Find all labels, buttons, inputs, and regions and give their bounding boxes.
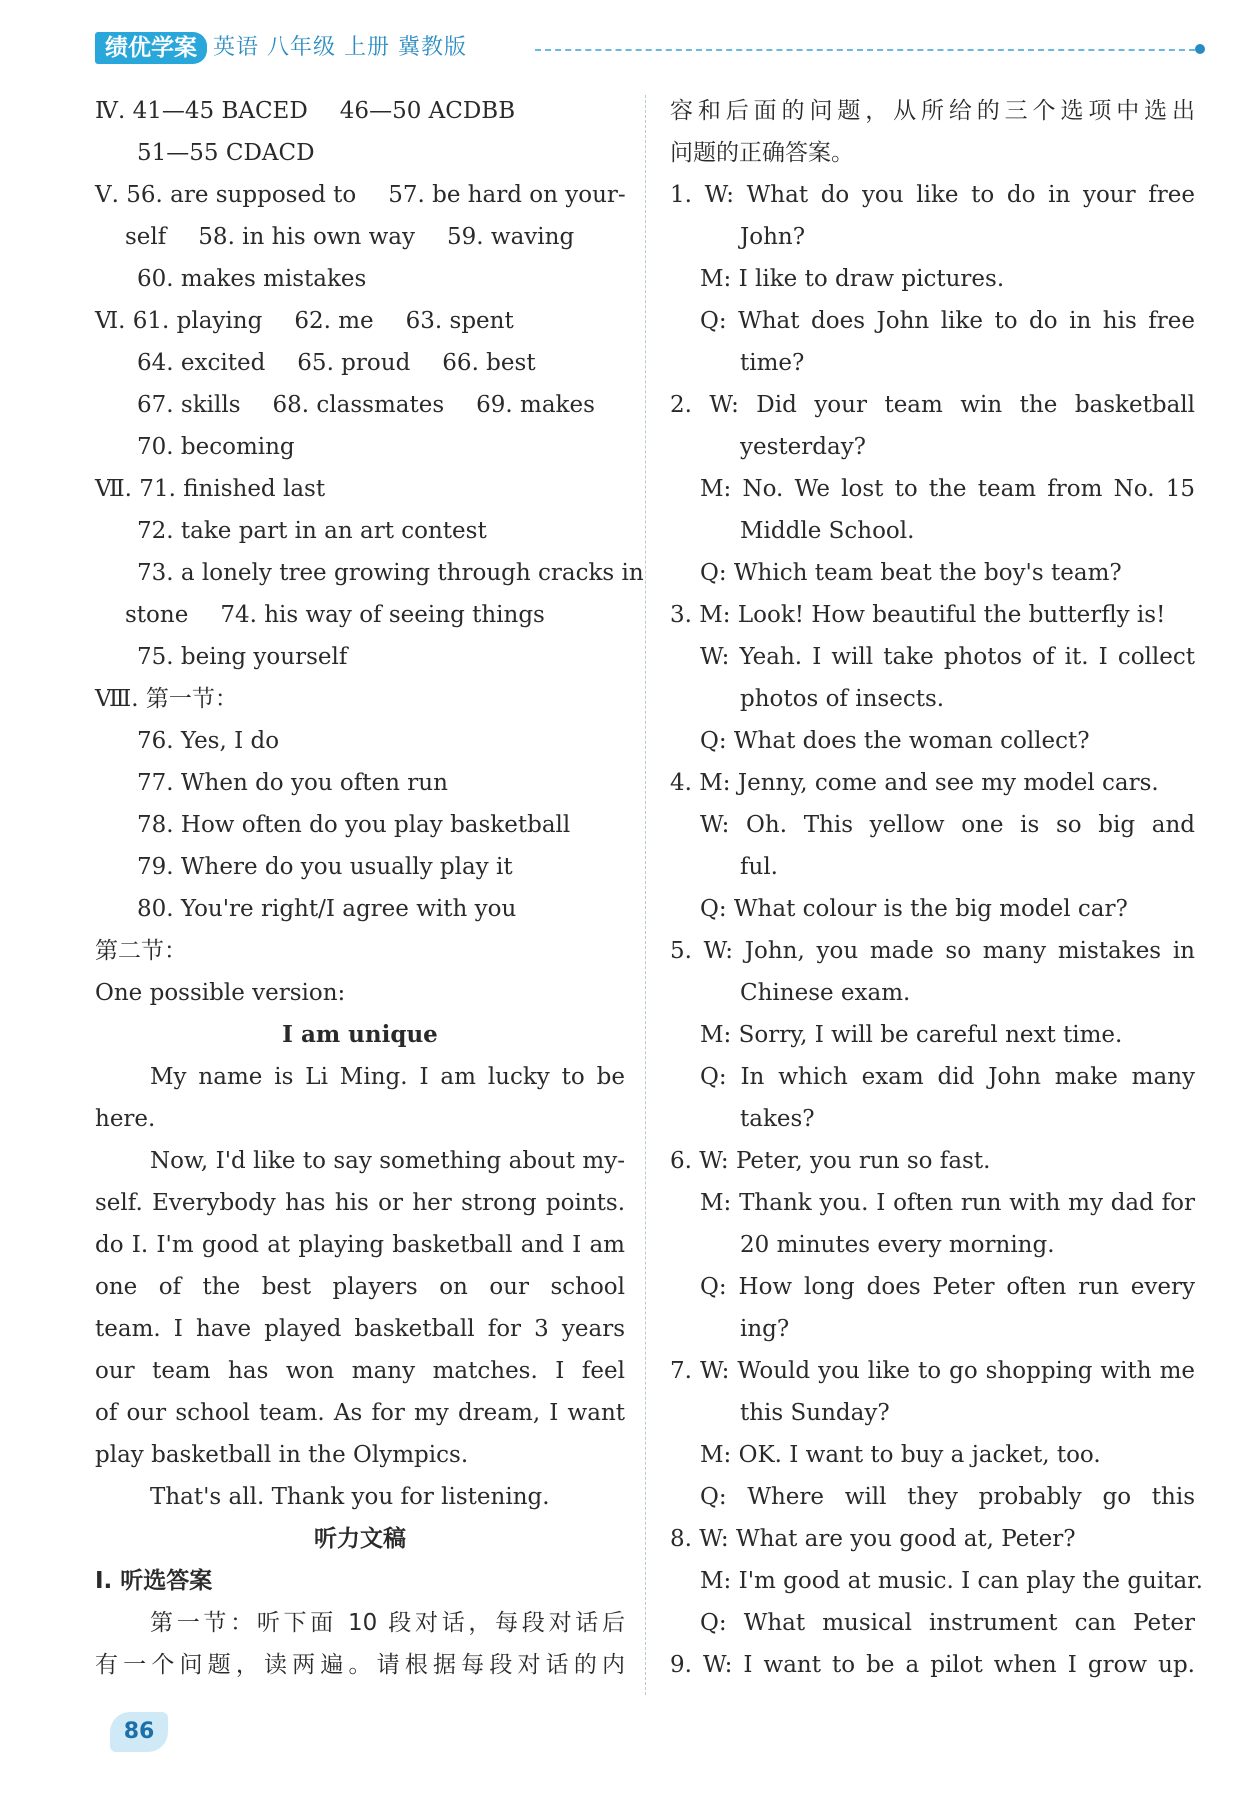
answer-line: 75. being yourself	[137, 644, 348, 670]
dialogue-line: Q: What does John like to do in his free	[700, 308, 1195, 334]
listening-section-label: Ⅰ. 听选答案	[95, 1568, 213, 1594]
answer-line: 73. a lonely tree growing through cracks in	[137, 560, 644, 586]
answer-line: 76. Yes, I do	[137, 728, 280, 754]
essay-line: self. Everybody has his or her strong points.	[95, 1190, 625, 1216]
answer-line: 78. How often do you play basketball	[137, 812, 571, 838]
header-rule-dot	[1195, 44, 1205, 54]
dialogue-line: Q: What colour is the big model car?	[700, 896, 1128, 922]
dialogue-line: this Sunday?	[740, 1400, 890, 1426]
essay-title: I am unique	[282, 1021, 438, 1048]
dialogue-line: Q: Which team beat the boy's team?	[700, 560, 1122, 586]
dialogue-line: 7. W: Would you like to go shopping with me	[670, 1358, 1195, 1384]
version-label: One possible version:	[95, 980, 346, 1006]
brand-label: 绩优学案	[95, 32, 207, 64]
dialogue-line: yesterday?	[740, 434, 867, 460]
essay-line: of our school team. As for my dream, I want	[95, 1400, 625, 1426]
listening-title: 听力文稿	[314, 1526, 406, 1552]
column-divider	[645, 95, 646, 1695]
instruction-line: 第一节：听下面 10 段对话，每段对话后	[150, 1610, 625, 1636]
instruction-line: 有一个问题，读两遍。请根据每段对话的内	[95, 1652, 625, 1678]
dialogue-line: Q: How long does Peter often run every	[700, 1274, 1195, 1300]
dialogue-line: Q: Where will they probably go this	[700, 1484, 1195, 1510]
page-number: 86	[110, 1712, 168, 1752]
essay-line: play basketball in the Olympics.	[95, 1442, 469, 1468]
page-header	[95, 30, 1205, 70]
dialogue-line: M: I like to draw pictures.	[700, 266, 1005, 292]
dialogue-line: M: I'm good at music. I can play the guitar.	[700, 1568, 1203, 1594]
instruction-line: 容和后面的问题，从所给的三个选项中选出	[670, 98, 1195, 124]
subject-label: 英语 八年级 上册 冀教版	[213, 35, 467, 60]
dialogue-line: 8. W: What are you good at, Peter?	[670, 1526, 1076, 1552]
dialogue-line: M: Thank you. I often run with my dad for	[700, 1190, 1195, 1216]
dialogue-line: M: No. We lost to the team from No. 15	[700, 476, 1195, 502]
answer-line: 67. skills 68. classmates 69. makes	[137, 392, 595, 418]
dialogue-line: John?	[740, 224, 806, 250]
dialogue-line: Q: What musical instrument can Peter	[700, 1610, 1195, 1636]
dialogue-line: Chinese exam.	[740, 980, 911, 1006]
essay-line: one of the best players on our school	[95, 1274, 625, 1300]
section-label: 第二节：	[95, 938, 187, 964]
answer-line: Ⅳ. 41—45 BACED 46—50 ACDBB	[95, 98, 516, 124]
answer-line: 51—55 CDACD	[137, 140, 315, 166]
essay-line: here.	[95, 1106, 156, 1132]
left-column	[95, 90, 644, 1686]
answer-line: 70. becoming	[137, 434, 295, 460]
answer-line: Ⅷ. 第一节：	[95, 686, 238, 712]
dialogue-line: takes?	[740, 1106, 815, 1132]
instruction-line: 问题的正确答案。	[670, 140, 854, 166]
dialogue-line: W: Yeah. I will take photos of it. I collect	[700, 644, 1195, 670]
dialogue-line: W: Oh. This yellow one is so big and	[700, 812, 1195, 838]
answer-line: Ⅶ. 71. finished last	[95, 476, 326, 502]
dialogue-line: 5. W: John, you made so many mistakes in	[670, 938, 1195, 964]
answer-line: Ⅵ. 61. playing 62. me 63. spent	[95, 308, 514, 334]
answer-line: stone 74. his way of seeing things	[125, 602, 545, 628]
right-column	[670, 90, 1203, 1686]
essay-line: That's all. Thank you for listening.	[150, 1484, 550, 1510]
dialogue-line: 2. W: Did your team win the basketball	[670, 392, 1195, 418]
answer-line: Ⅴ. 56. are supposed to 57. be hard on your-	[95, 182, 626, 208]
answer-line: 60. makes mistakes	[137, 266, 367, 292]
answer-line: 79. Where do you usually play it	[137, 854, 513, 880]
answer-line: self 58. in his own way 59. waving	[125, 224, 575, 250]
answer-line: 80. You're right/I agree with you	[137, 896, 517, 922]
essay-line: My name is Li Ming. I am lucky to be	[150, 1064, 625, 1090]
dialogue-line: photos of insects.	[740, 686, 945, 712]
dialogue-line: Q: What does the woman collect?	[700, 728, 1090, 754]
dialogue-line: 4. M: Jenny, come and see my model cars.	[670, 770, 1159, 796]
dialogue-line: M: OK. I want to buy a jacket, too.	[700, 1442, 1101, 1468]
dialogue-line: 3. M: Look! How beautiful the butterfly is!	[670, 602, 1166, 628]
dialogue-line: 20 minutes every morning.	[740, 1232, 1055, 1258]
answer-line: 77. When do you often run	[137, 770, 448, 796]
dialogue-line: 1. W: What do you like to do in your free	[670, 182, 1195, 208]
header-dashed-rule	[535, 49, 1195, 51]
answer-line: 64. excited 65. proud 66. best	[137, 350, 536, 376]
dialogue-line: 6. W: Peter, you run so fast.	[670, 1148, 991, 1174]
dialogue-line: ing?	[740, 1316, 790, 1342]
dialogue-line: M: Sorry, I will be careful next time.	[700, 1022, 1123, 1048]
answer-line: 72. take part in an art contest	[137, 518, 487, 544]
essay-line: our team has won many matches. I feel	[95, 1358, 625, 1384]
dialogue-line: Q: In which exam did John make many	[700, 1064, 1195, 1090]
dialogue-line: time?	[740, 350, 805, 376]
dialogue-line: 9. W: I want to be a pilot when I grow up.	[670, 1652, 1195, 1678]
essay-line: do I. I'm good at playing basketball and I am	[95, 1232, 625, 1258]
dialogue-line: ful.	[740, 854, 778, 880]
dialogue-line: Middle School.	[740, 518, 915, 544]
essay-line: Now, I'd like to say something about my-	[150, 1148, 625, 1174]
essay-line: team. I have played basketball for 3 years	[95, 1316, 625, 1342]
